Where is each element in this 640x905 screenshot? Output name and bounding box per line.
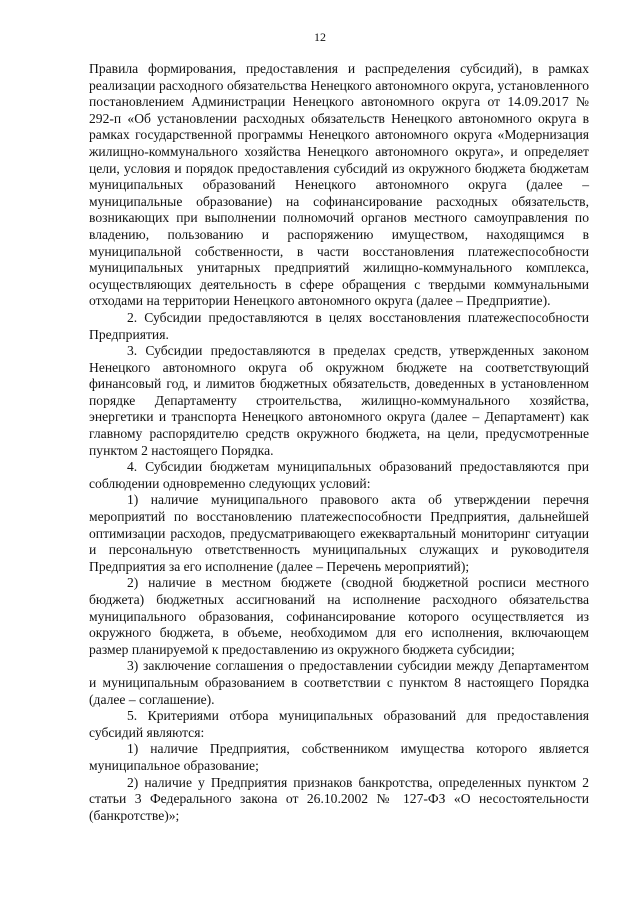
paragraph-item-5-sub-1: 1) наличие Предприятия, собственником имущества которого является муниципальное образование;	[89, 741, 589, 773]
paragraph-item-5-sub-2: 2) наличие у Предприятия признаков банкротства, определенных пунктом 2 статьи 3 Федерального закона от 26.10.2002 № 127-ФЗ «О несостоятельности (банкротстве)»;	[89, 774, 589, 823]
paragraph-item-4: 4. Субсидии бюджетам муниципальных образований предоставляются при соблюдении одновременно следующих условий:	[89, 459, 589, 491]
paragraph-item-4-sub-3: 3) заключение соглашения о предоставлении субсидии между Департаментом и муниципальным образованием в соответствии с пунктом 8 настоящего Порядка (далее – соглашение).	[89, 658, 589, 707]
page-number: 12	[314, 30, 326, 44]
document-body	[89, 61, 589, 824]
paragraph-item-4-sub-2: 2) наличие в местном бюджете (сводной бюджетной росписи местного бюджета) бюджетных ассигнований на исполнение расходного обязательства муниципального образования, софинансирование которого осуществляется из окружного бюджета, в объеме, необходимом для его исполнения, включающем размер планируемой к предоставлению из окружного бюджета субсидии;	[89, 575, 589, 657]
paragraph-item-5: 5. Критериями отбора муниципальных образований для предоставления субсидий являются:	[89, 708, 589, 740]
paragraph-continuation: Правила формирования, предоставления и распределения субсидий), в рамках реализации расходного обязательства Ненецкого автономного округа, установленного постановлением Администрации Ненецкого автономного округа от 14.09.2017 № 292-п «Об установлении расходных обязательств Ненецкого автономного округа в рамках государственной программы Ненецкого автономного округа «Модернизация жилищно-коммунального хозяйства Ненецкого автономного округа», и определяет цели, условия и порядок предоставления субсидий из окружного бюджета бюджетам муниципальных образований Ненецкого автономного округа (далее – муниципальные образование) на софинансирование расходных обязательств, возникающих при выполнении полномочий органов местного самоуправления по владению, пользованию и распоряжению имуществом, находящимся в муниципальной собственности, в части восстановления платежеспособности муниципальных унитарных предприятий жилищно-коммунального комплекса, осуществляющих деятельность в сфере обращения с твердыми коммунальными отходами на территории Ненецкого автономного округа (далее – Предприятие).	[89, 61, 589, 309]
paragraph-item-3: 3. Субсидии предоставляются в пределах средств, утвержденных законом Ненецкого автономного округа об окружном бюджете на соответствующий финансовый год, и лимитов бюджетных обязательств, доведенных в установленном порядке Департаменту строительства, жилищно-коммунального хозяйства, энергетики и транспорта Ненецкого автономного округа (далее – Департамент) как главному распорядителю средств окружного бюджета, на цели, предусмотренные пунктом 2 настоящего Порядка.	[89, 343, 589, 458]
paragraph-item-4-sub-1: 1) наличие муниципального правового акта об утверждении перечня мероприятий по восстановлению платежеспособности Предприятия, дальнейшей оптимизации расходов, предусматривающего ежеквартальный мониторинг ситуации и персональную ответственность муниципальных служащих и руководителя Предприятия за его исполнение (далее – Перечень мероприятий);	[89, 492, 589, 574]
paragraph-item-2: 2. Субсидии предоставляются в целях восстановления платежеспособности Предприятия.	[89, 309, 589, 342]
